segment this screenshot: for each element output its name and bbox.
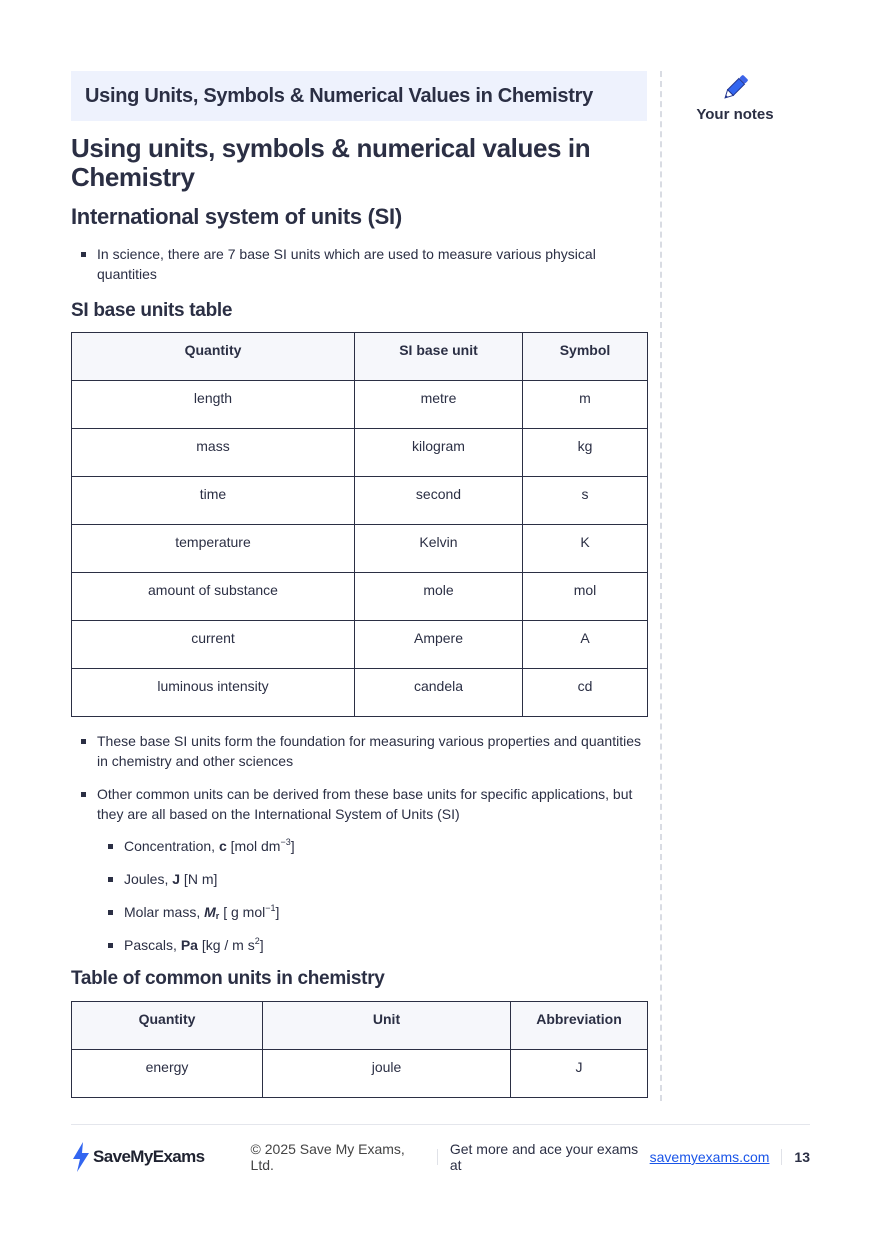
item-unit: [kg / m s [197,937,255,953]
page-title: Using units, symbols & numerical values in Chemistry [71,133,591,192]
brand-logo[interactable] [71,1142,205,1172]
table-cell: s [523,477,648,525]
item-symbol: M [204,904,216,920]
table-row [72,669,648,717]
header-unit: Unit [263,1002,511,1050]
logo-text: SaveMyExams [93,1147,205,1166]
item-text: Concentration, [124,838,219,854]
item-symbol: Pa [180,937,198,953]
cta-text: Get more and ace your exams at [449,1141,639,1173]
si-heading: International system of units (SI) [71,204,402,229]
table-row [72,1050,648,1098]
lightning-bolt-icon [71,1142,91,1172]
notes-divider [660,71,662,1101]
table-cell: current [72,621,355,669]
header-quantity: Quantity [72,1002,263,1050]
table-row [72,573,648,621]
footer-separator [781,1149,782,1165]
derived-bullet [71,784,647,955]
table-row [72,525,648,573]
intro-bullet: In science, there are 7 base SI units which are used to measure various physical quantities [71,244,647,284]
derived-text: Other common units can be derived from these base units for specific applications, but they are all based on the International System of Units (SI) [97,786,633,822]
table-cell: mass [72,429,355,477]
notes-list [71,731,647,955]
table-cell: temperature [72,525,355,573]
item-unit-end: ] [275,904,280,920]
banner-title: Using Units, Symbols & Numerical Values in Chemistry [85,84,593,107]
item-unit: [mol dm [226,838,281,854]
item-exponent: −1 [265,903,276,913]
table-cell: Kelvin [355,525,523,573]
item-unit: [N m] [180,871,218,887]
item-text: Joules, [124,871,173,887]
common-units-table [71,1001,648,1098]
table-row [72,429,648,477]
concentration-item [71,836,647,856]
table-cell: candela [355,669,523,717]
table-row [72,381,648,429]
table-cell: time [72,477,355,525]
common-units-heading: Table of common units in chemistry [71,968,385,989]
item-symbol: J [172,871,181,887]
table-header-row [72,333,648,381]
item-symbol: c [218,838,227,854]
table-header-row [72,1002,648,1050]
molar-mass-item [71,902,647,922]
copyright-text: © 2025 Save My Exams, Ltd. [250,1141,405,1173]
table-cell: amount of substance [72,573,355,621]
page-number: 13 [794,1149,810,1165]
item-text: Molar mass, [124,904,205,920]
header-si-base-unit: SI base unit [355,333,523,381]
item-text: Pascals, [124,937,181,953]
savemyexams-link[interactable]: savemyexams.com [649,1149,770,1165]
table-cell: kilogram [355,429,523,477]
table-cell: length [72,381,355,429]
foundation-bullet: These base SI units form the foundation for measuring various properties and quantities in chemistry and other sciences [71,731,647,771]
table-cell: A [523,621,648,669]
table-row [72,621,648,669]
table-cell: luminous intensity [72,669,355,717]
item-unit-end: ] [259,937,264,953]
intro-list [71,244,647,284]
table-row [72,477,648,525]
pascals-item [71,935,647,955]
si-base-units-table [71,332,648,717]
table-cell: cd [523,669,648,717]
joules-item [71,869,647,889]
header-symbol: Symbol [523,333,648,381]
table-cell: J [511,1050,648,1098]
header-abbreviation: Abbreviation [511,1002,648,1050]
your-notes-label: Your notes [696,106,774,123]
item-exponent: −3 [280,837,291,847]
footer-separator [437,1149,438,1165]
pencil-icon [719,72,751,104]
item-exponent: 2 [254,936,260,946]
table-cell: m [523,381,648,429]
table-cell: mole [355,573,523,621]
item-unit: [ g mol [219,904,266,920]
table-cell: metre [355,381,523,429]
table-cell: second [355,477,523,525]
page-banner [71,71,647,121]
item-unit-end: ] [290,838,295,854]
table-cell: joule [263,1050,511,1098]
table-cell: mol [523,573,648,621]
header-quantity: Quantity [72,333,355,381]
your-notes-panel[interactable] [690,72,780,123]
table-cell: kg [523,429,648,477]
derived-units-list [71,836,647,955]
table-cell: energy [72,1050,263,1098]
item-subscript: r [215,911,220,921]
footer-divider [71,1124,810,1125]
main-content [71,134,647,1098]
si-table-heading: SI base units table [71,300,233,321]
page-footer [71,1140,810,1174]
table-cell: Ampere [355,621,523,669]
table-cell: K [523,525,648,573]
